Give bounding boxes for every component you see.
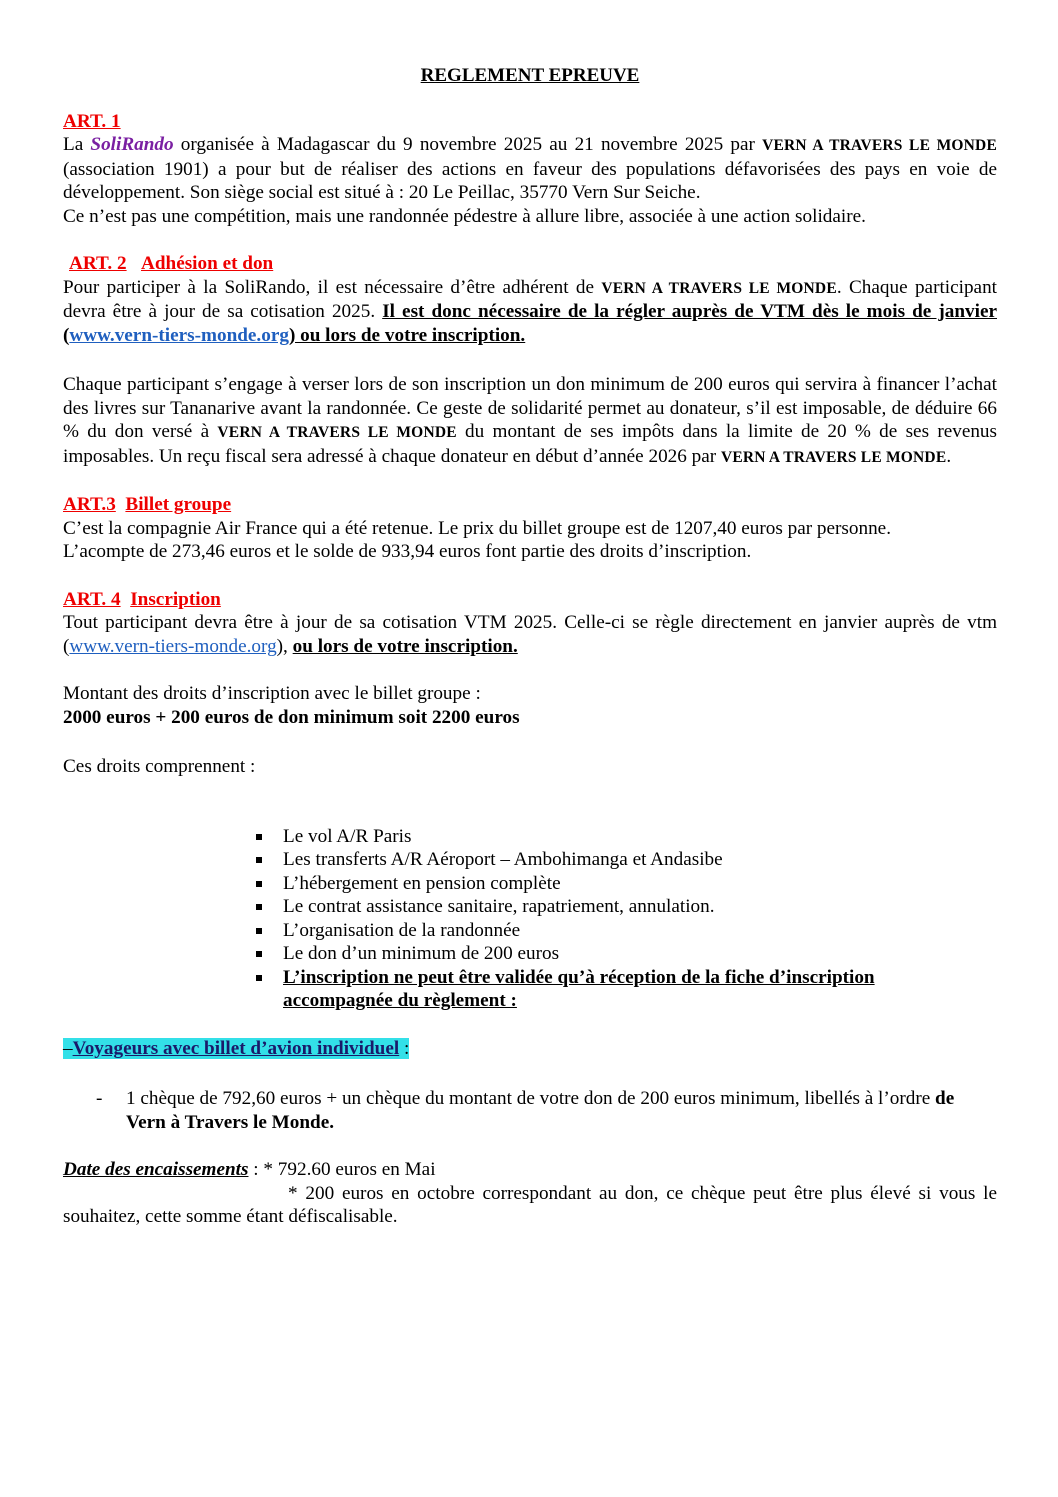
- art2-paragraph: [63, 276, 997, 348]
- art3-line-1: C’est la compagnie Air France qui a été retenue. Le prix du billet groupe est de 1207,40 euros par personne.: [63, 517, 891, 539]
- art3-heading-row: [63, 493, 997, 517]
- art2-section: [63, 252, 997, 469]
- text: :: [399, 1037, 410, 1059]
- art4-subheading: Inscription: [130, 588, 221, 610]
- list-item: [252, 825, 972, 849]
- solirando-name: SoliRando: [90, 134, 174, 155]
- voyageurs-section: [63, 1037, 997, 1135]
- art2-heading: ART. 2: [69, 253, 127, 274]
- list-item-text: Le don d’un minimum de 200 euros: [283, 943, 560, 964]
- highlight: [63, 1038, 409, 1059]
- text: (association 1901) a pour but de réaliser des actions en faveur des populations défavorisées des pays en voie de développement. Son siège social est situé à : 20 Le Peillac, 35770 Vern Sur Seiche.: [63, 158, 997, 203]
- art2-paragraph-2: [63, 373, 997, 469]
- encaissements-section: [63, 1158, 997, 1229]
- list-item: [252, 872, 972, 896]
- list-item: [252, 919, 972, 943]
- org-name: VERN A TRAVERS LE MONDE: [762, 137, 997, 154]
- org-name: VERN A TRAVERS LE MONDE: [601, 279, 837, 297]
- art3-line-2: L’acompte de 273,46 euros et le solde de 933,94 euros font partie des droits d’inscription.: [63, 541, 752, 562]
- art4-section: [63, 588, 997, 1013]
- voyageurs-item: [63, 1087, 997, 1134]
- list-item-text: L’hébergement en pension complète: [283, 872, 561, 894]
- text-bold: ou lors de votre inscription.: [292, 635, 518, 657]
- art2-subheading: Adhésion et don: [141, 253, 274, 274]
- website-link[interactable]: www.vern-tiers-monde.org: [69, 635, 277, 657]
- art3-subheading: Billet groupe: [125, 494, 232, 515]
- voyageurs-label: Voyageurs avec billet d’avion individuel: [72, 1037, 400, 1059]
- art1-section: [63, 110, 997, 229]
- dash-bullet: -: [96, 1088, 103, 1109]
- encaissements-label: Date des encaissements: [63, 1159, 249, 1180]
- text-bold: de Vern à Travers le Monde.: [126, 1088, 955, 1133]
- encaissements-line-1: [63, 1158, 997, 1182]
- list-item-text: Le contrat assistance sanitaire, rapatriement, annulation.: [283, 896, 715, 917]
- list-item: [252, 942, 972, 966]
- droits-label: Ces droits comprennent :: [63, 756, 256, 777]
- text-bold: ) ou lors de votre inscription.: [288, 324, 526, 346]
- montant-label: Montant des droits d’inscription avec le billet groupe :: [63, 683, 481, 704]
- org-name: VERN A TRAVERS LE MONDE: [720, 448, 947, 466]
- art4-heading: ART. 4: [63, 588, 121, 610]
- text-bold: Il est donc nécessaire de la régler auprès de VTM dès le mois de janvier (: [63, 301, 997, 346]
- text: Tout participant devra être à jour de sa cotisation VTM 2025. Celle-ci se règle directement en janvier auprès de vtm (: [63, 612, 997, 657]
- website-link[interactable]: www.vern-tiers-monde.org: [69, 324, 289, 346]
- art4-heading-row: [63, 588, 997, 612]
- org-name: VERN A TRAVERS LE MONDE: [217, 424, 457, 441]
- text: La: [63, 134, 91, 155]
- art2-heading-row: [63, 252, 997, 276]
- text: .: [946, 445, 952, 467]
- art3-section: [63, 493, 997, 564]
- list-item-text: Les transferts A/R Aéroport – Ambohimanga et Andasibe: [283, 849, 723, 870]
- montant-value: 2000 euros + 200 euros de don minimum soit 2200 euros: [63, 706, 520, 728]
- text: Chaque participant s’engage à verser lors de son inscription un don minimum de 200 euros qui servira à financer l’achat des livres sur Tananarive avant la randonnée. Ce geste de solidarité permet au donateur, s’il est imposable, de déduire 66 % du don versé à: [63, 374, 997, 442]
- page-title: REGLEMENT EPREUVE: [420, 65, 640, 86]
- document-page: [63, 64, 997, 1229]
- encaissements-line-2: * 200 euros en octobre correspondant au don, ce chèque peut être plus élevé si vous le souhaitez, cette somme étant défiscalisable.: [63, 1182, 997, 1227]
- voyageurs-heading: [63, 1037, 997, 1061]
- list-item-text: L’organisation de la randonnée: [283, 919, 521, 941]
- list-item-text: Le vol A/R Paris: [283, 825, 412, 847]
- list-item: [252, 848, 972, 872]
- art1-heading: ART. 1: [63, 110, 121, 132]
- art1-paragraph: [63, 133, 997, 205]
- text: :: [248, 1159, 264, 1180]
- art4-paragraph: [63, 611, 997, 658]
- text: organisée à Madagascar du 9 novembre 2025 au 21 novembre 2025 par: [173, 134, 763, 155]
- art1-paragraph-2: Ce n’est pas une compétition, mais une randonnée pédestre à allure libre, associée à une action solidaire.: [63, 205, 866, 227]
- list-item: [252, 966, 953, 1013]
- text: Pour participer à la SoliRando, il est nécessaire d’être adhérent de: [63, 276, 602, 298]
- text: . Chaque participant devra être à jour de sa cotisation 2025.: [63, 276, 997, 322]
- text: du montant de ses impôts dans la limite de 20 % de ses revenus imposables. Un reçu fiscal sera adressé à chaque donateur en début d’année 2026 par: [63, 421, 997, 467]
- text: ),: [276, 635, 293, 657]
- droits-list: [252, 825, 972, 1013]
- list-item-text: L’inscription ne peut être validée qu’à réception de la fiche d’inscription accompagnée du règlement :: [283, 966, 875, 1011]
- list-item: [252, 895, 972, 919]
- text: –: [63, 1037, 73, 1059]
- art3-heading: ART.3: [63, 494, 116, 515]
- text: * 792.60 euros en Mai: [263, 1159, 436, 1180]
- text: 1 chèque de 792,60 euros + un chèque du montant de votre don de 200 euros minimum, libellés à l’ordre: [126, 1088, 936, 1109]
